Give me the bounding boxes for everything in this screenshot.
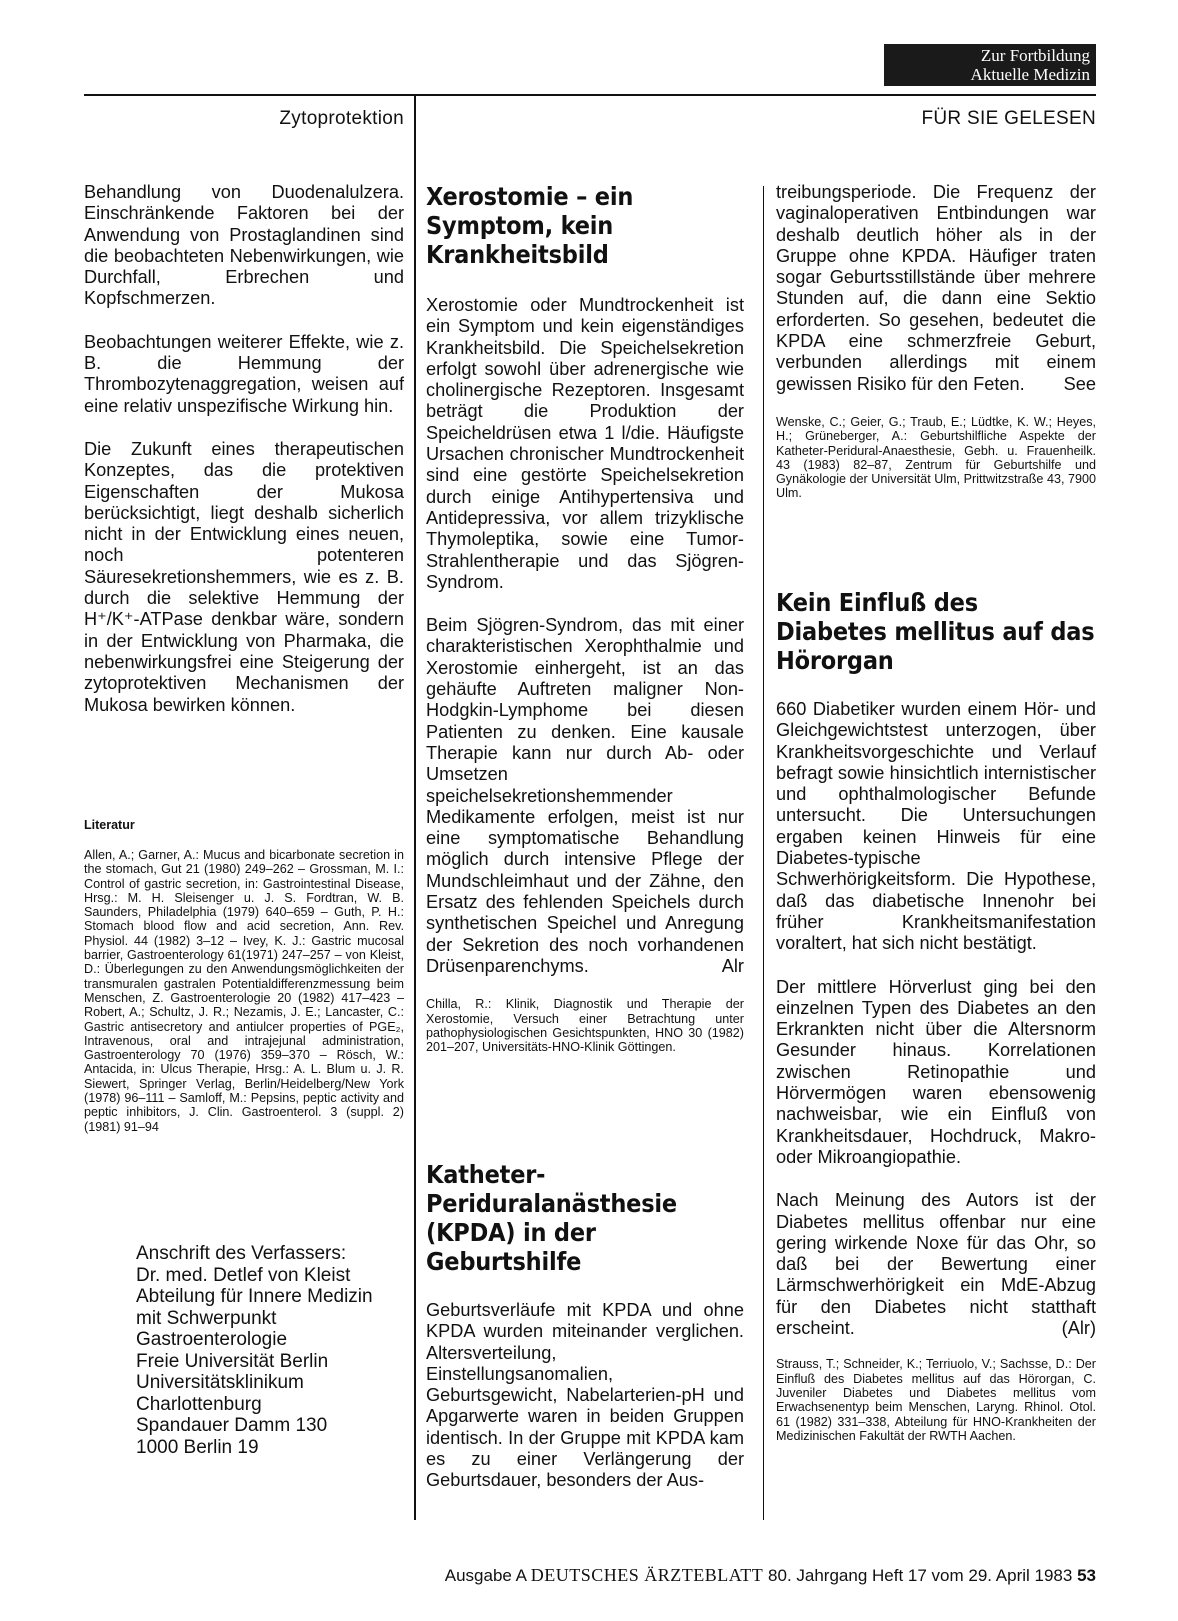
column-divider-2	[763, 186, 764, 1520]
kpda-paragraph-1: Geburtsverläufe mit KPDA und ohne KPDA wurden miteinander verglichen. Altersverteilung, Einstellungsanomalien, Geburtsgewicht, Nabelarterien-pH und Apgarwerte waren in beiden Gruppen identisch. In der Gruppe mit KPDA kam es zu einer Verlängerung der Geburtsdauer, besonders der Aus-	[426, 1300, 744, 1491]
diabetes-paragraph-2: Der mittlere Hörverlust ging bei den einzelnen Typen des Diabetes an den Erkrankten nicht über die Altersnorm Gesunder hinaus. Korrelationen zwischen Retinopathie und Hörvermögen waren ebensowenig nachweisbar, wie ein Einfluß von Krankheitsdauer, Hochdruck, Makro- oder Mikroangiopathie.	[776, 976, 1096, 1167]
column-2-lower	[426, 1160, 744, 1492]
badge-line-1: Zur Fortbildung	[980, 46, 1090, 65]
page-number: 53	[1077, 1566, 1096, 1585]
diabetes-signature: (Alr)	[1061, 1318, 1096, 1339]
references-block	[84, 818, 404, 1134]
references-text: Allen, A.; Garner, A.: Mucus and bicarbonate secretion in the stomach, Gut 21 (1980) 249–262 – Grossman, M. I.: Control of gastric secretion, in: Gastrointestinal Disease, Hrsg.: M. H. Sleisenger u. J. S. Fordtran, W. B. Saunders, Philadelphia (1979) 640–659 – Guth, P. H.: Stomach blood flow and acid secretion, Ann. Rev. Physiol. 44 (1982) 3–12 – Ivey, K. J.: Gastric mucosal barrier, Gastroenterology 61(1971) 247–257 – von Kleist, D.: Überlegungen zu den Anwendungsmöglichkeiten der transmuralen gastralen Potentialdifferenzmessung beim Menschen, Z. Gastroenterologie 20 (1982) 417–423 – Robert, A.; Schultz, J. R.; Nezamis, J. E.; Lancaster, C.: Gastric antisecretory and antiulcer properties of PGE₂, Intravenous, oral and intrajejunal administration, Gastroenterology 70 (1976) 359–370 – Rösch, W.: Antacida, in: Ulcus Therapie, Hrsg.: A. L. Blum u. J. R. Siewert, Springer Verlag, Berlin/Heidelberg/New York (1978) 96–111 – Samloff, M.: Pepsins, peptic activity and peptic inhibitors, J. Clin. Gastroenterol. 3 (suppl. 2) (1981) 91–94	[84, 848, 404, 1134]
column-divider-1	[414, 94, 416, 1520]
column-3	[776, 182, 1096, 501]
author-address	[136, 1243, 408, 1458]
xerostomie-reference: Chilla, R.: Klinik, Diagnostik und Therapie der Xerostomie, Versuch einer Betrachtung unter pathophysiologischen Gesichtspunkten, HNO 30 (1982) 201–207, Universitäts-HNO-Klinik Göttingen.	[426, 997, 744, 1055]
kpda-signature: See	[1063, 373, 1096, 394]
page-footer	[84, 1565, 1096, 1586]
diabetes-reference: Strauss, T.; Schneider, K.; Terriuolo, V.; Sachsse, D.: Der Einfluß des Diabetes mellitus auf das Hörorgan, C. Juveniler Diabetes und Diabetes mellitus vom Erwachsenentyp beim Menschen, Laryng. Rhinol. Otol. 61 (1982) 331–338, Abteilung für HNO-Krankheiten der Medizinischen Fakultät der RWTH Aachen.	[776, 1357, 1096, 1443]
kpda-paragraph-2: treibungsperiode. Die Frequenz der vaginaloperativen Entbindungen war deshalb deutlich höher als in der Gruppe ohne KPDA. Häufiger traten sogar Geburtsstillstände über mehrere Stunden auf, die dann eine Sektio erforderten. So gesehen, bedeutet die KPDA eine schmerzfreie Geburt, verbunden allerdings mit einem gewissen Risiko für den Feten.	[776, 182, 1096, 394]
col1-paragraph-3: Die Zukunft eines therapeutischen Konzeptes, das die protektiven Eigenschaften der Mukosa berücksichtigt, liegt deshalb sicherlich nicht in der Entwicklung eines neuen, noch potenteren Säuresekretionshemmers, wie es z. B. durch die selektive Hemmung der H⁺/K⁺-ATPase denkbar wäre, sondern in der Entwicklung von Pharmaka, die nebenwirkungsfrei eine Steigerung der zytoprotektiven Mechanismen der Mukosa bewirken können.	[84, 438, 404, 715]
diabetes-paragraph-3: Nach Meinung des Autors ist der Diabetes mellitus offenbar nur eine gering wirkende Noxe für das Ohr, so daß bei der Bewertung einer Lärmschwerhörigkeit ein MdE-Abzug für den Diabetes nicht statthaft erscheint.	[776, 1190, 1096, 1339]
references-label: Literatur	[84, 818, 135, 832]
article-headline-diabetes: Kein Einfluß des Diabetes mellitus auf das Hörorgan	[776, 588, 1095, 675]
footer-journal: DEUTSCHES ÄRZTEBLATT	[530, 1565, 764, 1585]
footer-edition: Ausgabe A	[444, 1566, 527, 1585]
diabetes-paragraph-1: 660 Diabetiker wurden einem Hör- und Gleichgewichtstest unterzogen, über Krankheitsvorgeschichte und Verlauf befragt sowie hinsichtlich internistischer und ophthalmologischer Befunde untersucht. Die Untersuchungen ergaben keinen Hinweis für eine Diabetes-typische Schwerhörigkeitsform. Die Hypothese, daß das diabetische Innenohr bei früher Krankheitsmanifestation voraltert, hat sich nicht bestätigt.	[776, 699, 1096, 954]
column-1	[84, 182, 404, 716]
column-3-lower	[776, 588, 1096, 1443]
section-title-right: FÜR SIE GELESEN	[921, 108, 1096, 129]
address-text: Anschrift des Verfassers: Dr. med. Detlef von Kleist Abteilung für Innere Medizin mit Schwerpunkt Gastroenterologie Freie Universität Berlin Universitätsklinikum Charlottenburg Spandauer Damm 130 1000 Berlin 19	[136, 1243, 373, 1458]
kpda-reference: Wenske, C.; Geier, G.; Traub, E.; Lüdtke, K. W.; Heyes, H.; Grüneberger, A.: Geburtshilfliche Aspekte der Katheter-Peridural-Anaesthesie, Gebh. u. Frauenheilk. 43 (1983) 82–87, Zentrum für Geburtshilfe und Gynäkologie der Universität Ulm, Prittwitzstraße 43, 7900 Ulm.	[776, 414, 1096, 501]
badge-line-2: Aktuelle Medizin	[970, 65, 1090, 84]
section-title-left: Zytoprotektion	[279, 108, 404, 129]
section-badge	[884, 44, 1096, 86]
xerostomie-paragraph-2: Beim Sjögren-Syndrom, das mit einer charakteristischen Xerophthalmie und Xerostomie einhergeht, ist an das gehäufte Auftreten maligner Non-Hodgkin-Lymphome bei diesen Patienten zu denken. Eine kausale Therapie kann nur durch Ab- oder Umsetzen speichelsekretionshemmender Medikamente erfolgen, meist ist nur eine symptomatische Behandlung möglich durch intensive Pflege der Mundschleimhaut und der Zähne, den Ersatz des fehlenden Speichels durch synthetischen Speichel und Anregung der Sekretion des noch vorhandenen Drüsenparenchyms.	[426, 615, 744, 976]
top-rule	[84, 94, 1096, 96]
xerostomie-signature: Alr	[721, 956, 744, 977]
col1-paragraph-2: Beobachtungen weiterer Effekte, wie z. B. die Hemmung der Thrombozytenaggregation, weisen auf eine relativ unspezifische Wirkung hin.	[84, 331, 404, 416]
footer-issue: 80. Jahrgang Heft 17 vom 29. April 1983	[768, 1566, 1073, 1585]
xerostomie-paragraph-1: Xerostomie oder Mundtrockenheit ist ein Symptom und kein eigenständiges Krankheitsbild. Die Speichelsekretion erfolgt sowohl über adrenergische wie cholinergische Rezeptoren. Insgesamt beträgt die Produktion der Speicheldrüsen etwa 1 l/die. Häufigste Ursachen chronischer Mundtrockenheit sind eine gestörte Speichelsekretion durch einige Antihypertensiva und Antidepressiva, vor allem trizyklische Thymoleptika, sowie eine Tumor-Strahlentherapie und das Sjögren-Syndrom.	[426, 295, 744, 592]
article-headline-kpda: Katheter-Periduralanästhesie (KPDA) in der Geburtshilfe	[426, 1160, 677, 1276]
col1-paragraph-1: Behandlung von Duodenalulzera. Einschränkende Faktoren bei der Anwendung von Prostaglandinen sind die beobachteten Nebenwirkungen, wie Durchfall, Erbrechen und Kopfschmerzen.	[84, 182, 404, 309]
column-2	[426, 182, 744, 1054]
article-headline-xerostomie: Xerostomie – ein Symptom, kein Krankheitsbild	[426, 182, 634, 269]
